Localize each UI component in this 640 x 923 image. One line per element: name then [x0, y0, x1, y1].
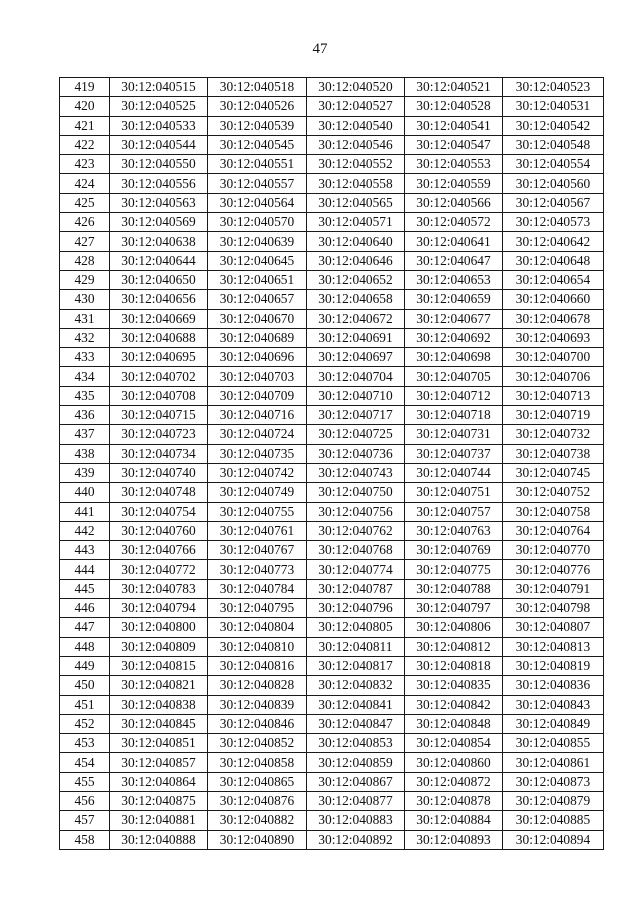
- row-number-cell: 444: [60, 560, 110, 579]
- table-row: [60, 406, 604, 425]
- cadastral-number-cell: 30:12:040638: [110, 232, 208, 251]
- cadastral-number-cell: 30:12:040748: [110, 483, 208, 502]
- cadastral-number-cell: 30:12:040644: [110, 251, 208, 270]
- cadastral-number-cell: 30:12:040725: [307, 425, 405, 444]
- cadastral-number-cell: 30:12:040767: [208, 541, 307, 560]
- cadastral-number-cell: 30:12:040818: [405, 656, 503, 675]
- table-row: [60, 734, 604, 753]
- table-row: [60, 270, 604, 289]
- cadastral-number-cell: 30:12:040857: [110, 753, 208, 772]
- table-row: [60, 193, 604, 212]
- cadastral-number-cell: 30:12:040859: [307, 753, 405, 772]
- cadastral-number-cell: 30:12:040804: [208, 618, 307, 637]
- cadastral-number-cell: 30:12:040842: [405, 695, 503, 714]
- cadastral-number-cell: 30:12:040651: [208, 270, 307, 289]
- cadastral-number-cell: 30:12:040717: [307, 406, 405, 425]
- cadastral-number-cell: 30:12:040763: [405, 521, 503, 540]
- cadastral-number-cell: 30:12:040572: [405, 213, 503, 232]
- cadastral-number-cell: 30:12:040567: [503, 193, 604, 212]
- cadastral-number-cell: 30:12:040556: [110, 174, 208, 193]
- cadastral-number-cell: 30:12:040540: [307, 116, 405, 135]
- cadastral-number-cell: 30:12:040702: [110, 367, 208, 386]
- row-number-cell: 435: [60, 386, 110, 405]
- cadastral-number-cell: 30:12:040805: [307, 618, 405, 637]
- cadastral-number-cell: 30:12:040861: [503, 753, 604, 772]
- cadastral-number-cell: 30:12:040839: [208, 695, 307, 714]
- row-number-cell: 443: [60, 541, 110, 560]
- cadastral-number-cell: 30:12:040565: [307, 193, 405, 212]
- cadastral-number-cell: 30:12:040853: [307, 734, 405, 753]
- row-number-cell: 436: [60, 406, 110, 425]
- cadastral-number-cell: 30:12:040783: [110, 579, 208, 598]
- cadastral-number-cell: 30:12:040669: [110, 309, 208, 328]
- cadastral-number-cell: 30:12:040708: [110, 386, 208, 405]
- cadastral-number-cell: 30:12:040876: [208, 791, 307, 810]
- cadastral-number-cell: 30:12:040692: [405, 328, 503, 347]
- cadastral-number-cell: 30:12:040734: [110, 444, 208, 463]
- cadastral-number-cell: 30:12:040798: [503, 599, 604, 618]
- cadastral-number-cell: 30:12:040525: [110, 97, 208, 116]
- table-body: [60, 78, 604, 850]
- cadastral-number-cell: 30:12:040545: [208, 135, 307, 154]
- cadastral-number-cell: 30:12:040709: [208, 386, 307, 405]
- cadastral-number-cell: 30:12:040737: [405, 444, 503, 463]
- cadastral-number-cell: 30:12:040657: [208, 290, 307, 309]
- cadastral-number-cell: 30:12:040541: [405, 116, 503, 135]
- table-row: [60, 463, 604, 482]
- table-row: [60, 618, 604, 637]
- cadastral-number-cell: 30:12:040794: [110, 599, 208, 618]
- cadastral-number-cell: 30:12:040551: [208, 155, 307, 174]
- cadastral-number-cell: 30:12:040796: [307, 599, 405, 618]
- cadastral-number-cell: 30:12:040797: [405, 599, 503, 618]
- cadastral-number-cell: 30:12:040775: [405, 560, 503, 579]
- cadastral-number-cell: 30:12:040526: [208, 97, 307, 116]
- table-row: [60, 656, 604, 675]
- cadastral-number-cell: 30:12:040848: [405, 714, 503, 733]
- table-row: [60, 444, 604, 463]
- cadastral-number-cell: 30:12:040846: [208, 714, 307, 733]
- cadastral-number-cell: 30:12:040705: [405, 367, 503, 386]
- cadastral-number-cell: 30:12:040784: [208, 579, 307, 598]
- cadastral-number-cell: 30:12:040749: [208, 483, 307, 502]
- cadastral-number-cell: 30:12:040544: [110, 135, 208, 154]
- cadastral-number-cell: 30:12:040894: [503, 830, 604, 849]
- cadastral-number-cell: 30:12:040697: [307, 348, 405, 367]
- row-number-cell: 419: [60, 78, 110, 97]
- cadastral-number-cell: 30:12:040858: [208, 753, 307, 772]
- table-row: [60, 753, 604, 772]
- cadastral-number-cell: 30:12:040732: [503, 425, 604, 444]
- row-number-cell: 426: [60, 213, 110, 232]
- row-number-cell: 445: [60, 579, 110, 598]
- cadastral-number-cell: 30:12:040703: [208, 367, 307, 386]
- cadastral-number-cell: 30:12:040764: [503, 521, 604, 540]
- cadastral-number-cell: 30:12:040660: [503, 290, 604, 309]
- table-row: [60, 425, 604, 444]
- cadastral-number-cell: 30:12:040641: [405, 232, 503, 251]
- cadastral-number-cell: 30:12:040768: [307, 541, 405, 560]
- cadastral-number-cell: 30:12:040518: [208, 78, 307, 97]
- cadastral-number-cell: 30:12:040855: [503, 734, 604, 753]
- cadastral-number-cell: 30:12:040672: [307, 309, 405, 328]
- cadastral-number-cell: 30:12:040715: [110, 406, 208, 425]
- table-row: [60, 483, 604, 502]
- cadastral-number-cell: 30:12:040738: [503, 444, 604, 463]
- table-row: [60, 155, 604, 174]
- cadastral-number-cell: 30:12:040888: [110, 830, 208, 849]
- cadastral-number-cell: 30:12:040550: [110, 155, 208, 174]
- cadastral-number-cell: 30:12:040528: [405, 97, 503, 116]
- cadastral-number-cell: 30:12:040564: [208, 193, 307, 212]
- row-number-cell: 449: [60, 656, 110, 675]
- cadastral-number-cell: 30:12:040807: [503, 618, 604, 637]
- cadastral-number-cell: 30:12:040710: [307, 386, 405, 405]
- cadastral-number-cell: 30:12:040883: [307, 811, 405, 830]
- cadastral-number-cell: 30:12:040653: [405, 270, 503, 289]
- page-number: 47: [312, 41, 328, 57]
- table-row: [60, 830, 604, 849]
- table-row: [60, 714, 604, 733]
- cadastral-number-cell: 30:12:040719: [503, 406, 604, 425]
- table-row: [60, 386, 604, 405]
- cadastral-number-cell: 30:12:040547: [405, 135, 503, 154]
- cadastral-number-cell: 30:12:040656: [110, 290, 208, 309]
- cadastral-number-cell: 30:12:040836: [503, 676, 604, 695]
- cadastral-number-cell: 30:12:040743: [307, 463, 405, 482]
- cadastral-number-cell: 30:12:040570: [208, 213, 307, 232]
- row-number-cell: 458: [60, 830, 110, 849]
- cadastral-number-cell: 30:12:040847: [307, 714, 405, 733]
- cadastral-number-cell: 30:12:040654: [503, 270, 604, 289]
- cadastral-number-cell: 30:12:040815: [110, 656, 208, 675]
- cadastral-number-cell: 30:12:040877: [307, 791, 405, 810]
- cadastral-number-cell: 30:12:040750: [307, 483, 405, 502]
- cadastral-number-cell: 30:12:040718: [405, 406, 503, 425]
- cadastral-number-cell: 30:12:040809: [110, 637, 208, 656]
- row-number-cell: 429: [60, 270, 110, 289]
- cadastral-number-cell: 30:12:040569: [110, 213, 208, 232]
- cadastral-number-cell: 30:12:040652: [307, 270, 405, 289]
- cadastral-number-cell: 30:12:040658: [307, 290, 405, 309]
- cadastral-number-cell: 30:12:040670: [208, 309, 307, 328]
- cadastral-number-cell: 30:12:040851: [110, 734, 208, 753]
- cadastral-number-cell: 30:12:040762: [307, 521, 405, 540]
- cadastral-number-cell: 30:12:040761: [208, 521, 307, 540]
- table-row: [60, 135, 604, 154]
- row-number-cell: 427: [60, 232, 110, 251]
- row-number-cell: 455: [60, 772, 110, 791]
- cadastral-number-cell: 30:12:040760: [110, 521, 208, 540]
- cadastral-number-cell: 30:12:040854: [405, 734, 503, 753]
- cadastral-number-cell: 30:12:040713: [503, 386, 604, 405]
- cadastral-number-cell: 30:12:040835: [405, 676, 503, 695]
- cadastral-number-cell: 30:12:040523: [503, 78, 604, 97]
- cadastral-number-cell: 30:12:040745: [503, 463, 604, 482]
- cadastral-number-cell: 30:12:040756: [307, 502, 405, 521]
- cadastral-number-cell: 30:12:040700: [503, 348, 604, 367]
- cadastral-number-cell: 30:12:040769: [405, 541, 503, 560]
- cadastral-number-cell: 30:12:040531: [503, 97, 604, 116]
- cadastral-number-cell: 30:12:040813: [503, 637, 604, 656]
- table-row: [60, 290, 604, 309]
- row-number-cell: 431: [60, 309, 110, 328]
- row-number-cell: 425: [60, 193, 110, 212]
- row-number-cell: 457: [60, 811, 110, 830]
- cadastral-number-cell: 30:12:040817: [307, 656, 405, 675]
- table-row: [60, 579, 604, 598]
- cadastral-number-cell: 30:12:040648: [503, 251, 604, 270]
- cadastral-number-cell: 30:12:040696: [208, 348, 307, 367]
- cadastral-number-cell: 30:12:040893: [405, 830, 503, 849]
- cadastral-number-cell: 30:12:040770: [503, 541, 604, 560]
- row-number-cell: 454: [60, 753, 110, 772]
- cadastral-number-cell: 30:12:040892: [307, 830, 405, 849]
- cadastral-number-cell: 30:12:040712: [405, 386, 503, 405]
- cadastral-number-cell: 30:12:040766: [110, 541, 208, 560]
- cadastral-number-cell: 30:12:040553: [405, 155, 503, 174]
- cadastral-number-cell: 30:12:040735: [208, 444, 307, 463]
- cadastral-number-cell: 30:12:040828: [208, 676, 307, 695]
- table-row: [60, 328, 604, 347]
- cadastral-number-cell: 30:12:040742: [208, 463, 307, 482]
- cadastral-number-cell: 30:12:040560: [503, 174, 604, 193]
- table-row: [60, 116, 604, 135]
- table-row: [60, 97, 604, 116]
- cadastral-number-cell: 30:12:040520: [307, 78, 405, 97]
- cadastral-number-cell: 30:12:040723: [110, 425, 208, 444]
- cadastral-number-cell: 30:12:040645: [208, 251, 307, 270]
- table-row: [60, 309, 604, 328]
- cadastral-number-cell: 30:12:040879: [503, 791, 604, 810]
- cadastral-number-cell: 30:12:040706: [503, 367, 604, 386]
- cadastral-number-cell: 30:12:040755: [208, 502, 307, 521]
- cadastral-number-cell: 30:12:040821: [110, 676, 208, 695]
- table-row: [60, 521, 604, 540]
- cadastral-number-cell: 30:12:040795: [208, 599, 307, 618]
- cadastral-number-cell: 30:12:040704: [307, 367, 405, 386]
- row-number-cell: 447: [60, 618, 110, 637]
- cadastral-number-table: [59, 77, 604, 850]
- row-number-cell: 446: [60, 599, 110, 618]
- cadastral-number-cell: 30:12:040554: [503, 155, 604, 174]
- cadastral-number-cell: 30:12:040677: [405, 309, 503, 328]
- table-row: [60, 251, 604, 270]
- cadastral-number-cell: 30:12:040800: [110, 618, 208, 637]
- table-row: [60, 695, 604, 714]
- cadastral-number-cell: 30:12:040774: [307, 560, 405, 579]
- row-number-cell: 437: [60, 425, 110, 444]
- cadastral-number-cell: 30:12:040566: [405, 193, 503, 212]
- row-number-cell: 440: [60, 483, 110, 502]
- cadastral-number-cell: 30:12:040776: [503, 560, 604, 579]
- cadastral-number-cell: 30:12:040841: [307, 695, 405, 714]
- row-number-cell: 438: [60, 444, 110, 463]
- cadastral-number-cell: 30:12:040875: [110, 791, 208, 810]
- cadastral-number-cell: 30:12:040884: [405, 811, 503, 830]
- cadastral-number-cell: 30:12:040646: [307, 251, 405, 270]
- cadastral-number-cell: 30:12:040885: [503, 811, 604, 830]
- cadastral-number-cell: 30:12:040751: [405, 483, 503, 502]
- cadastral-number-cell: 30:12:040527: [307, 97, 405, 116]
- cadastral-number-cell: 30:12:040639: [208, 232, 307, 251]
- cadastral-number-cell: 30:12:040752: [503, 483, 604, 502]
- cadastral-number-cell: 30:12:040698: [405, 348, 503, 367]
- cadastral-number-cell: 30:12:040736: [307, 444, 405, 463]
- table-row: [60, 213, 604, 232]
- row-number-cell: 420: [60, 97, 110, 116]
- row-number-cell: 439: [60, 463, 110, 482]
- cadastral-number-cell: 30:12:040873: [503, 772, 604, 791]
- cadastral-number-cell: 30:12:040552: [307, 155, 405, 174]
- cadastral-number-cell: 30:12:040691: [307, 328, 405, 347]
- cadastral-number-cell: 30:12:040852: [208, 734, 307, 753]
- cadastral-number-cell: 30:12:040740: [110, 463, 208, 482]
- cadastral-number-cell: 30:12:040787: [307, 579, 405, 598]
- table-row: [60, 637, 604, 656]
- table-row: [60, 232, 604, 251]
- cadastral-number-cell: 30:12:040754: [110, 502, 208, 521]
- cadastral-number-cell: 30:12:040881: [110, 811, 208, 830]
- cadastral-number-cell: 30:12:040806: [405, 618, 503, 637]
- cadastral-number-cell: 30:12:040731: [405, 425, 503, 444]
- table-row: [60, 502, 604, 521]
- cadastral-number-cell: 30:12:040838: [110, 695, 208, 714]
- cadastral-number-cell: 30:12:040573: [503, 213, 604, 232]
- cadastral-number-cell: 30:12:040558: [307, 174, 405, 193]
- row-number-cell: 442: [60, 521, 110, 540]
- cadastral-number-cell: 30:12:040693: [503, 328, 604, 347]
- cadastral-number-cell: 30:12:040542: [503, 116, 604, 135]
- cadastral-number-cell: 30:12:040557: [208, 174, 307, 193]
- table-row: [60, 791, 604, 810]
- cadastral-number-cell: 30:12:040571: [307, 213, 405, 232]
- row-number-cell: 453: [60, 734, 110, 753]
- cadastral-number-cell: 30:12:040843: [503, 695, 604, 714]
- table-row: [60, 772, 604, 791]
- cadastral-number-cell: 30:12:040878: [405, 791, 503, 810]
- cadastral-number-cell: 30:12:040788: [405, 579, 503, 598]
- row-number-cell: 433: [60, 348, 110, 367]
- cadastral-number-cell: 30:12:040791: [503, 579, 604, 598]
- cadastral-number-cell: 30:12:040860: [405, 753, 503, 772]
- cadastral-number-cell: 30:12:040650: [110, 270, 208, 289]
- cadastral-number-cell: 30:12:040521: [405, 78, 503, 97]
- cadastral-number-cell: 30:12:040647: [405, 251, 503, 270]
- row-number-cell: 421: [60, 116, 110, 135]
- cadastral-number-cell: 30:12:040548: [503, 135, 604, 154]
- table-row: [60, 811, 604, 830]
- cadastral-number-cell: 30:12:040810: [208, 637, 307, 656]
- table-row: [60, 348, 604, 367]
- row-number-cell: 452: [60, 714, 110, 733]
- cadastral-number-cell: 30:12:040533: [110, 116, 208, 135]
- cadastral-number-cell: 30:12:040515: [110, 78, 208, 97]
- cadastral-number-cell: 30:12:040864: [110, 772, 208, 791]
- cadastral-number-cell: 30:12:040832: [307, 676, 405, 695]
- cadastral-number-cell: 30:12:040872: [405, 772, 503, 791]
- cadastral-number-cell: 30:12:040819: [503, 656, 604, 675]
- cadastral-number-cell: 30:12:040882: [208, 811, 307, 830]
- cadastral-number-cell: 30:12:040849: [503, 714, 604, 733]
- cadastral-number-cell: 30:12:040758: [503, 502, 604, 521]
- row-number-cell: 428: [60, 251, 110, 270]
- cadastral-number-cell: 30:12:040539: [208, 116, 307, 135]
- row-number-cell: 432: [60, 328, 110, 347]
- table-row: [60, 78, 604, 97]
- cadastral-number-cell: 30:12:040559: [405, 174, 503, 193]
- cadastral-number-cell: 30:12:040773: [208, 560, 307, 579]
- row-number-cell: 424: [60, 174, 110, 193]
- cadastral-number-cell: 30:12:040811: [307, 637, 405, 656]
- cadastral-number-cell: 30:12:040724: [208, 425, 307, 444]
- cadastral-number-cell: 30:12:040816: [208, 656, 307, 675]
- row-number-cell: 422: [60, 135, 110, 154]
- row-number-cell: 430: [60, 290, 110, 309]
- cadastral-number-cell: 30:12:040659: [405, 290, 503, 309]
- row-number-cell: 456: [60, 791, 110, 810]
- row-number-cell: 450: [60, 676, 110, 695]
- row-number-cell: 434: [60, 367, 110, 386]
- cadastral-number-cell: 30:12:040812: [405, 637, 503, 656]
- table-row: [60, 174, 604, 193]
- cadastral-number-cell: 30:12:040845: [110, 714, 208, 733]
- cadastral-number-cell: 30:12:040546: [307, 135, 405, 154]
- cadastral-number-cell: 30:12:040772: [110, 560, 208, 579]
- cadastral-number-cell: 30:12:040867: [307, 772, 405, 791]
- row-number-cell: 423: [60, 155, 110, 174]
- cadastral-number-cell: 30:12:040716: [208, 406, 307, 425]
- cadastral-number-cell: 30:12:040757: [405, 502, 503, 521]
- table-row: [60, 541, 604, 560]
- row-number-cell: 441: [60, 502, 110, 521]
- row-number-cell: 448: [60, 637, 110, 656]
- cadastral-number-cell: 30:12:040688: [110, 328, 208, 347]
- table-row: [60, 560, 604, 579]
- cadastral-number-cell: 30:12:040640: [307, 232, 405, 251]
- cadastral-number-cell: 30:12:040890: [208, 830, 307, 849]
- row-number-cell: 451: [60, 695, 110, 714]
- table-row: [60, 367, 604, 386]
- cadastral-number-cell: 30:12:040689: [208, 328, 307, 347]
- cadastral-number-cell: 30:12:040678: [503, 309, 604, 328]
- cadastral-number-cell: 30:12:040744: [405, 463, 503, 482]
- cadastral-number-cell: 30:12:040642: [503, 232, 604, 251]
- table-row: [60, 676, 604, 695]
- table-row: [60, 599, 604, 618]
- cadastral-number-cell: 30:12:040563: [110, 193, 208, 212]
- cadastral-number-cell: 30:12:040865: [208, 772, 307, 791]
- cadastral-number-cell: 30:12:040695: [110, 348, 208, 367]
